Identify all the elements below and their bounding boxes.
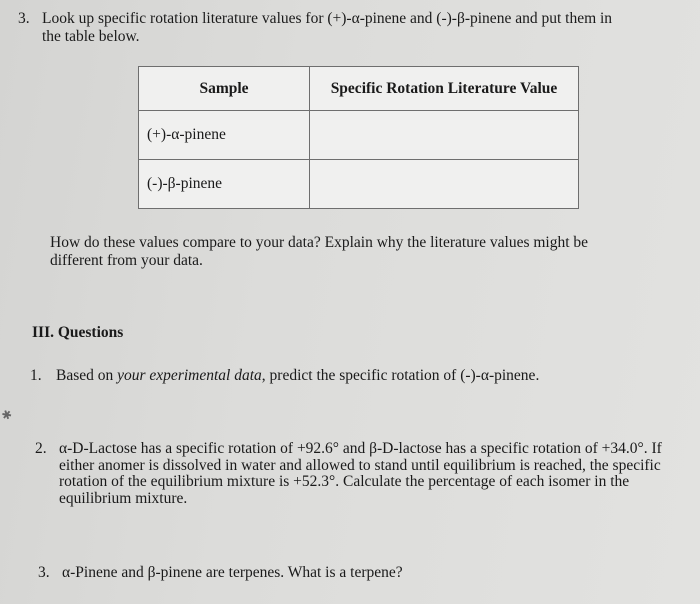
question-text: α-Pinene and β-pinene are terpenes. What is a terpene? (62, 564, 403, 581)
pen-mark-icon: ✱ (0, 406, 14, 424)
question-number: 2. (35, 440, 47, 457)
prompt-line: different from your data. (50, 252, 203, 269)
sample-cell: (+)-α-pinene (139, 111, 310, 160)
question-number: 3. (38, 564, 50, 581)
value-cell[interactable] (310, 111, 579, 160)
question-text-line: either anomer is dissolved in water and allowed to stand until equilibrium is reached, the specific (59, 456, 661, 474)
question-text (59, 440, 662, 506)
question-text-line: the table below. (42, 28, 140, 45)
table-row (139, 160, 579, 209)
question-number: 3. (18, 10, 30, 27)
section-title: III. Questions (32, 324, 124, 341)
question-number: 1. (30, 367, 42, 384)
question-text-suffix: , predict the specific rotation of (-)-α-pinene. (261, 367, 540, 384)
compare-prompt (50, 234, 588, 270)
question-text-line: α-D-Lactose has a specific rotation of +92.6° and β-D-lactose has a specific rotation of +34.0°. If (59, 440, 662, 457)
literature-values-table (138, 66, 579, 209)
prompt-line: How do these values compare to your data? Explain why the literature values might be (50, 234, 589, 251)
question-text-emphasis: your experimental data (117, 367, 262, 384)
header-sample: Sample (139, 67, 310, 111)
question-text (56, 367, 539, 385)
question-text-prefix: Based on (56, 367, 118, 384)
value-cell[interactable] (310, 160, 579, 209)
header-specific-rotation: Specific Rotation Literature Value (310, 67, 579, 111)
question-text-line: rotation of the equilibrium mixture is +52.3°. Calculate the percentage of each isomer in the (59, 473, 630, 490)
question-text-line: Look up specific rotation literature values for (+)-α-pinene and (-)-β-pinene and put them in (42, 10, 613, 27)
sample-cell: (-)-β-pinene (139, 160, 310, 209)
question-text-line: equilibrium mixture. (59, 489, 188, 507)
table-row (139, 111, 579, 160)
table-header-row (139, 67, 579, 111)
